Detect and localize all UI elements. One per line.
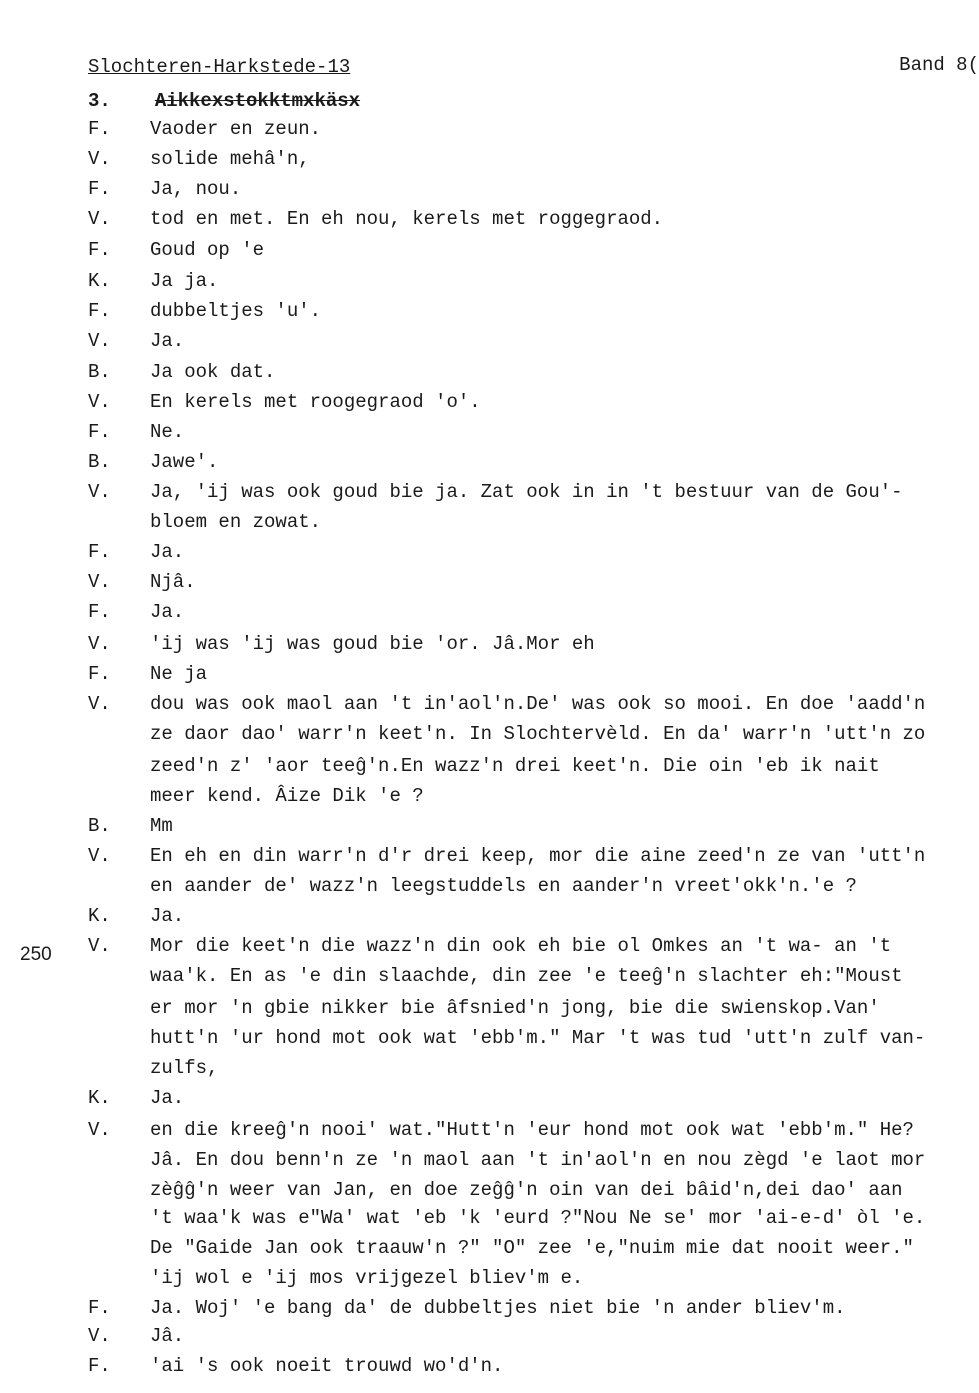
utterance-line: Ja. [150, 905, 185, 927]
utterance-line: Ja. [150, 541, 185, 563]
utterance-line: Ja. [150, 1087, 185, 1109]
speaker-label: V. [88, 1119, 111, 1141]
utterance-line: Ne. [150, 421, 185, 443]
utterance-line: Vaoder en zeun. [150, 118, 322, 140]
utterance-line: dou was ook maol aan 't in'aol'n.De' was ook so mooi. En doe 'aadd'n [150, 693, 926, 715]
utterance-line: Ja ja. [150, 270, 219, 292]
utterance-line: Ja. [150, 330, 185, 352]
utterance-line: De "Gaide Jan ook traauw'n ?" "O" zee 'e,"nuim mie dat nooit weer." [150, 1237, 914, 1259]
speaker-label: F. [88, 118, 111, 140]
utterance-line: 'ij wol e 'ij mos vrijgezel bliev'm e. [150, 1267, 584, 1289]
utterance-line: zèĝĝ'n weer van Jan, en doe zeĝĝ'n oin van dei bâid'n,dei dao' aan [150, 1179, 903, 1201]
utterance-line: Ne ja [150, 663, 208, 685]
speaker-label: B. [88, 361, 111, 383]
utterance-line: dubbeltjes 'u'. [150, 300, 322, 322]
utterance-line: Jâ. [150, 1325, 185, 1347]
struck-text: Aikkexstokktmxkäsx [154, 90, 361, 112]
speaker-label: F. [88, 541, 111, 563]
speaker-label: V. [88, 845, 111, 867]
speaker-label: V. [88, 391, 111, 413]
speaker-label: B. [88, 815, 111, 837]
speaker-label: F. [88, 239, 111, 261]
margin-line-number: 250 [20, 944, 52, 965]
utterance-line: 'ai 's ook noeit trouwd wo'd'n. [150, 1355, 504, 1377]
speaker-label: V. [88, 693, 111, 715]
speaker-label: V. [88, 1325, 111, 1347]
speaker-label: K. [88, 270, 111, 292]
utterance-line: zulfs, [150, 1057, 219, 1079]
utterance-line: Njâ. [150, 571, 196, 593]
utterance-line: tod en met. En eh nou, kerels met roggegraod. [150, 208, 664, 230]
utterance-line: bloem en zowat. [150, 511, 322, 533]
speaker-label: F. [88, 178, 111, 200]
speaker-label: B. [88, 451, 111, 473]
utterance-line: en aander de' wazz'n leegstuddels en aander'n vreet'okk'n.'e ? [150, 875, 857, 897]
utterance-line: Mor die keet'n die wazz'n din ook eh bie ol Omkes an 't wa- an 't [150, 935, 892, 957]
speaker-label: F. [88, 1297, 111, 1319]
utterance-line: zeed'n z' 'aor teeĝ'n.En wazz'n drei keet'n. Die oin 'eb ik nait [150, 755, 880, 777]
utterance-line: 'ij was 'ij was goud bie 'or. Jâ.Mor eh [150, 633, 595, 655]
speaker-label: F. [88, 300, 111, 322]
speaker-label: V. [88, 208, 111, 230]
speaker-label: F. [88, 1355, 111, 1377]
speaker-label: V. [88, 935, 111, 957]
struck-speaker: 3. [88, 90, 111, 112]
utterance-line: meer kend. Âize Dik 'e ? [150, 785, 424, 807]
utterance-line: Goud op 'e [150, 239, 265, 261]
speaker-label: V. [88, 481, 111, 503]
speaker-label: F. [88, 601, 111, 623]
utterance-line: Ja. Woj' 'e bang da' de dubbeltjes niet bie 'n ander bliev'm. [150, 1297, 846, 1319]
speaker-label: K. [88, 905, 111, 927]
utterance-line: er mor 'n gbie nikker bie âfsnied'n jong, bie die swienskop.Van' [150, 997, 880, 1019]
page-header [88, 56, 979, 84]
utterance-line: solide mehâ'n, [150, 148, 310, 170]
speaker-label: V. [88, 148, 111, 170]
speaker-label: V. [88, 571, 111, 593]
speaker-label: K. [88, 1087, 111, 1109]
speaker-label: V. [88, 633, 111, 655]
utterance-line: En kerels met roogegraod 'o'. [150, 391, 481, 413]
utterance-line: en die kreeĝ'n nooi' wat."Hutt'n 'eur hond mot ook wat 'ebb'm." He? [150, 1119, 914, 1141]
utterance-line: Jawe'. [150, 451, 219, 473]
utterance-line: Mm [150, 815, 173, 837]
utterance-line: En eh en din warr'n d'r drei keep, mor die aine zeed'n ze van 'utt'n [150, 845, 926, 867]
utterance-line: hutt'n 'ur hond mot ook wat 'ebb'm." Mar 't was tud 'utt'n zulf van- [150, 1027, 926, 1049]
speaker-label: V. [88, 330, 111, 352]
speaker-label: F. [88, 421, 111, 443]
utterance-line: Ja. [150, 601, 185, 623]
utterance-line: ze daor dao' warr'n keet'n. In Slochtervèld. En da' warr'n 'utt'n zo [150, 723, 926, 745]
speaker-label: F. [88, 663, 111, 685]
utterance-line: 't waa'k was e"Wa' wat 'eb 'k 'eurd ?"Nou Ne se' mor 'ai-e-d' òl 'e. [150, 1207, 926, 1229]
struck-through-line [88, 90, 360, 112]
document-title: Slochteren-Harkstede-13 [88, 56, 351, 78]
utterance-line: Ja, nou. [150, 178, 242, 200]
utterance-line: Ja ook dat. [150, 361, 276, 383]
utterance-line: Ja, 'ij was ook goud bie ja. Zat ook in in 't bestuur van de Gou'- [150, 481, 903, 503]
band-label: Band 8( [899, 54, 979, 76]
utterance-line: Jâ. En dou benn'n ze 'n maol aan 't in'aol'n en nou zègd 'e laot mor [150, 1149, 926, 1171]
utterance-line: waa'k. En as 'e din slaachde, din zee 'e teeĝ'n slachter eh:"Moust [150, 965, 903, 987]
